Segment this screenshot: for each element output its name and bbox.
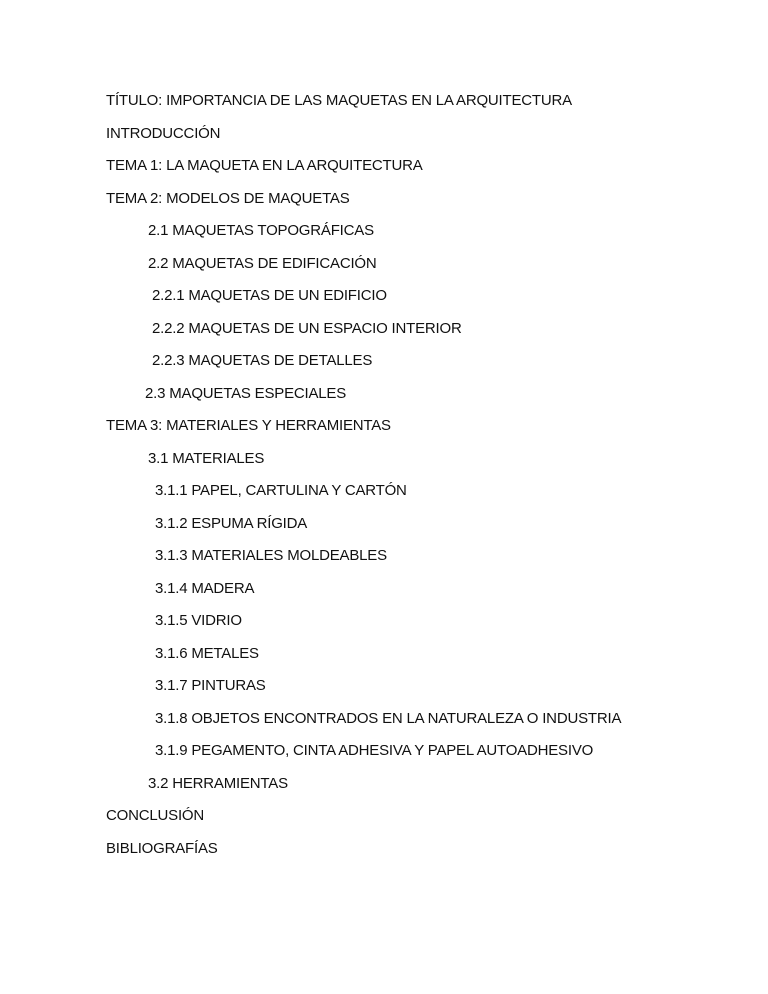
document-title: TÍTULO: IMPORTANCIA DE LAS MAQUETAS EN LA ARQUITECTURA — [106, 92, 572, 109]
toc-entry-3-1-9: 3.1.9 PEGAMENTO, CINTA ADHESIVA Y PAPEL AUTOADHESIVO — [155, 742, 594, 759]
toc-entry-3-1-4: 3.1.4 MADERA — [155, 579, 255, 597]
table-of-contents — [106, 88, 621, 868]
toc-entry-tema-2: TEMA 2: MODELOS DE MAQUETAS — [106, 189, 350, 207]
toc-entry-2-2-2: 2.2.2 MAQUETAS DE UN ESPACIO INTERIOR — [152, 319, 462, 337]
toc-entry-bibliografias: BIBLIOGRAFÍAS — [106, 839, 218, 857]
toc-entry-3-2: 3.2 HERRAMIENTAS — [148, 774, 288, 792]
toc-entry-2-2-1: 2.2.1 MAQUETAS DE UN EDIFICIO — [152, 287, 387, 304]
toc-entry-2-2: 2.2 MAQUETAS DE EDIFICACIÓN — [148, 254, 377, 272]
toc-entry-2-1: 2.1 MAQUETAS TOPOGRÁFICAS — [148, 222, 374, 239]
toc-entry-conclusion: CONCLUSIÓN — [106, 807, 205, 824]
toc-entry-3-1-5: 3.1.5 VIDRIO — [155, 612, 242, 629]
toc-entry-3-1-7: 3.1.7 PINTURAS — [155, 677, 266, 694]
toc-entry-2-2-3: 2.2.3 MAQUETAS DE DETALLES — [152, 352, 373, 369]
toc-entry-3-1-8: 3.1.8 OBJETOS ENCONTRADOS EN LA NATURALEZA O INDUSTRIA — [155, 709, 622, 727]
toc-entry-3-1: 3.1 MATERIALES — [148, 449, 265, 467]
toc-entry-3-1-2: 3.1.2 ESPUMA RÍGIDA — [155, 514, 308, 532]
toc-entry-3-1-1: 3.1.1 PAPEL, CARTULINA Y CARTÓN — [155, 482, 407, 499]
toc-entry-tema-1: TEMA 1: LA MAQUETA EN LA ARQUITECTURA — [106, 157, 423, 174]
toc-entry-tema-3: TEMA 3: MATERIALES Y HERRAMIENTAS — [106, 417, 391, 434]
toc-entry-introduccion: INTRODUCCIÓN — [106, 124, 221, 142]
toc-entry-3-1-6: 3.1.6 METALES — [155, 644, 259, 662]
toc-entry-2-3: 2.3 MAQUETAS ESPECIALES — [145, 384, 347, 402]
toc-entry-3-1-3: 3.1.3 MATERIALES MOLDEABLES — [155, 547, 387, 564]
